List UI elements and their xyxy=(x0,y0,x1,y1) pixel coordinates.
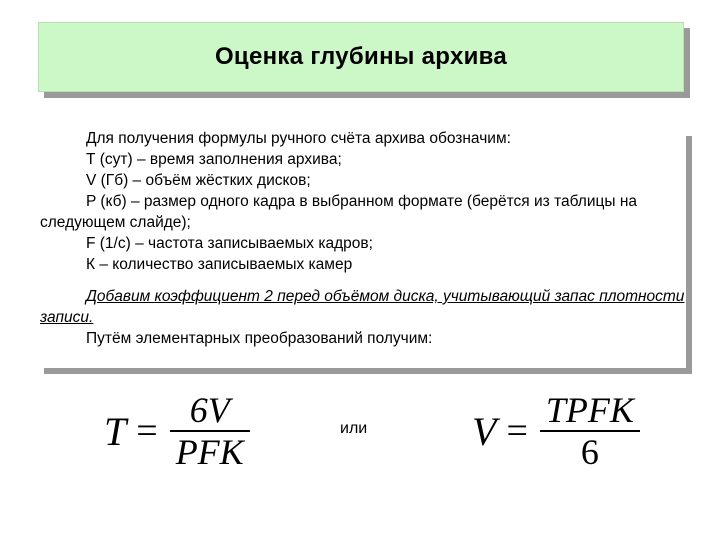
formula-v-lhs: V xyxy=(472,408,497,454)
paragraph-gap xyxy=(40,275,686,286)
formula-t-equals: = xyxy=(136,410,158,452)
formula-v-equals: = xyxy=(506,410,528,452)
formula-t xyxy=(104,386,250,476)
intro-line: Для получения формулы ручного счёта архива обозначим: xyxy=(86,130,511,147)
text-panel xyxy=(40,128,686,368)
panel-shadow-bottom xyxy=(44,368,692,374)
transform-line: Путём элементарных преобразований получим: xyxy=(86,330,433,347)
definition-t: Т (сут) – время заполнения архива; xyxy=(86,151,342,168)
definition-p: P (кб) – размер одного кадра в выбранном формате (берётся из таблицы на следующем слайде); xyxy=(40,193,637,231)
formula-v-numerator: TPFK xyxy=(545,390,634,430)
title-banner xyxy=(38,22,684,92)
formula-t-fraction xyxy=(170,390,250,472)
formula-v xyxy=(472,386,640,476)
formula-v-denominator: 6 xyxy=(580,432,599,472)
connector-or: или xyxy=(340,420,368,437)
page-title: Оценка глубины архива xyxy=(214,43,508,70)
panel-shadow-right xyxy=(686,136,692,374)
definition-k: К – количество записываемых камер xyxy=(86,256,353,273)
coefficient-note: Добавим коэффициент 2 перед объёмом диска, учитывающий запас плотности записи. xyxy=(40,288,685,326)
formula-v-fraction xyxy=(540,390,640,472)
formula-t-lhs: T xyxy=(104,408,127,454)
formula-t-numerator: 6V xyxy=(189,390,230,430)
definition-v: V (Гб) – объём жёстких дисков; xyxy=(86,172,311,189)
formula-t-denominator: PFK xyxy=(175,432,244,472)
definition-f: F (1/c) – частота записываемых кадров; xyxy=(86,235,373,252)
